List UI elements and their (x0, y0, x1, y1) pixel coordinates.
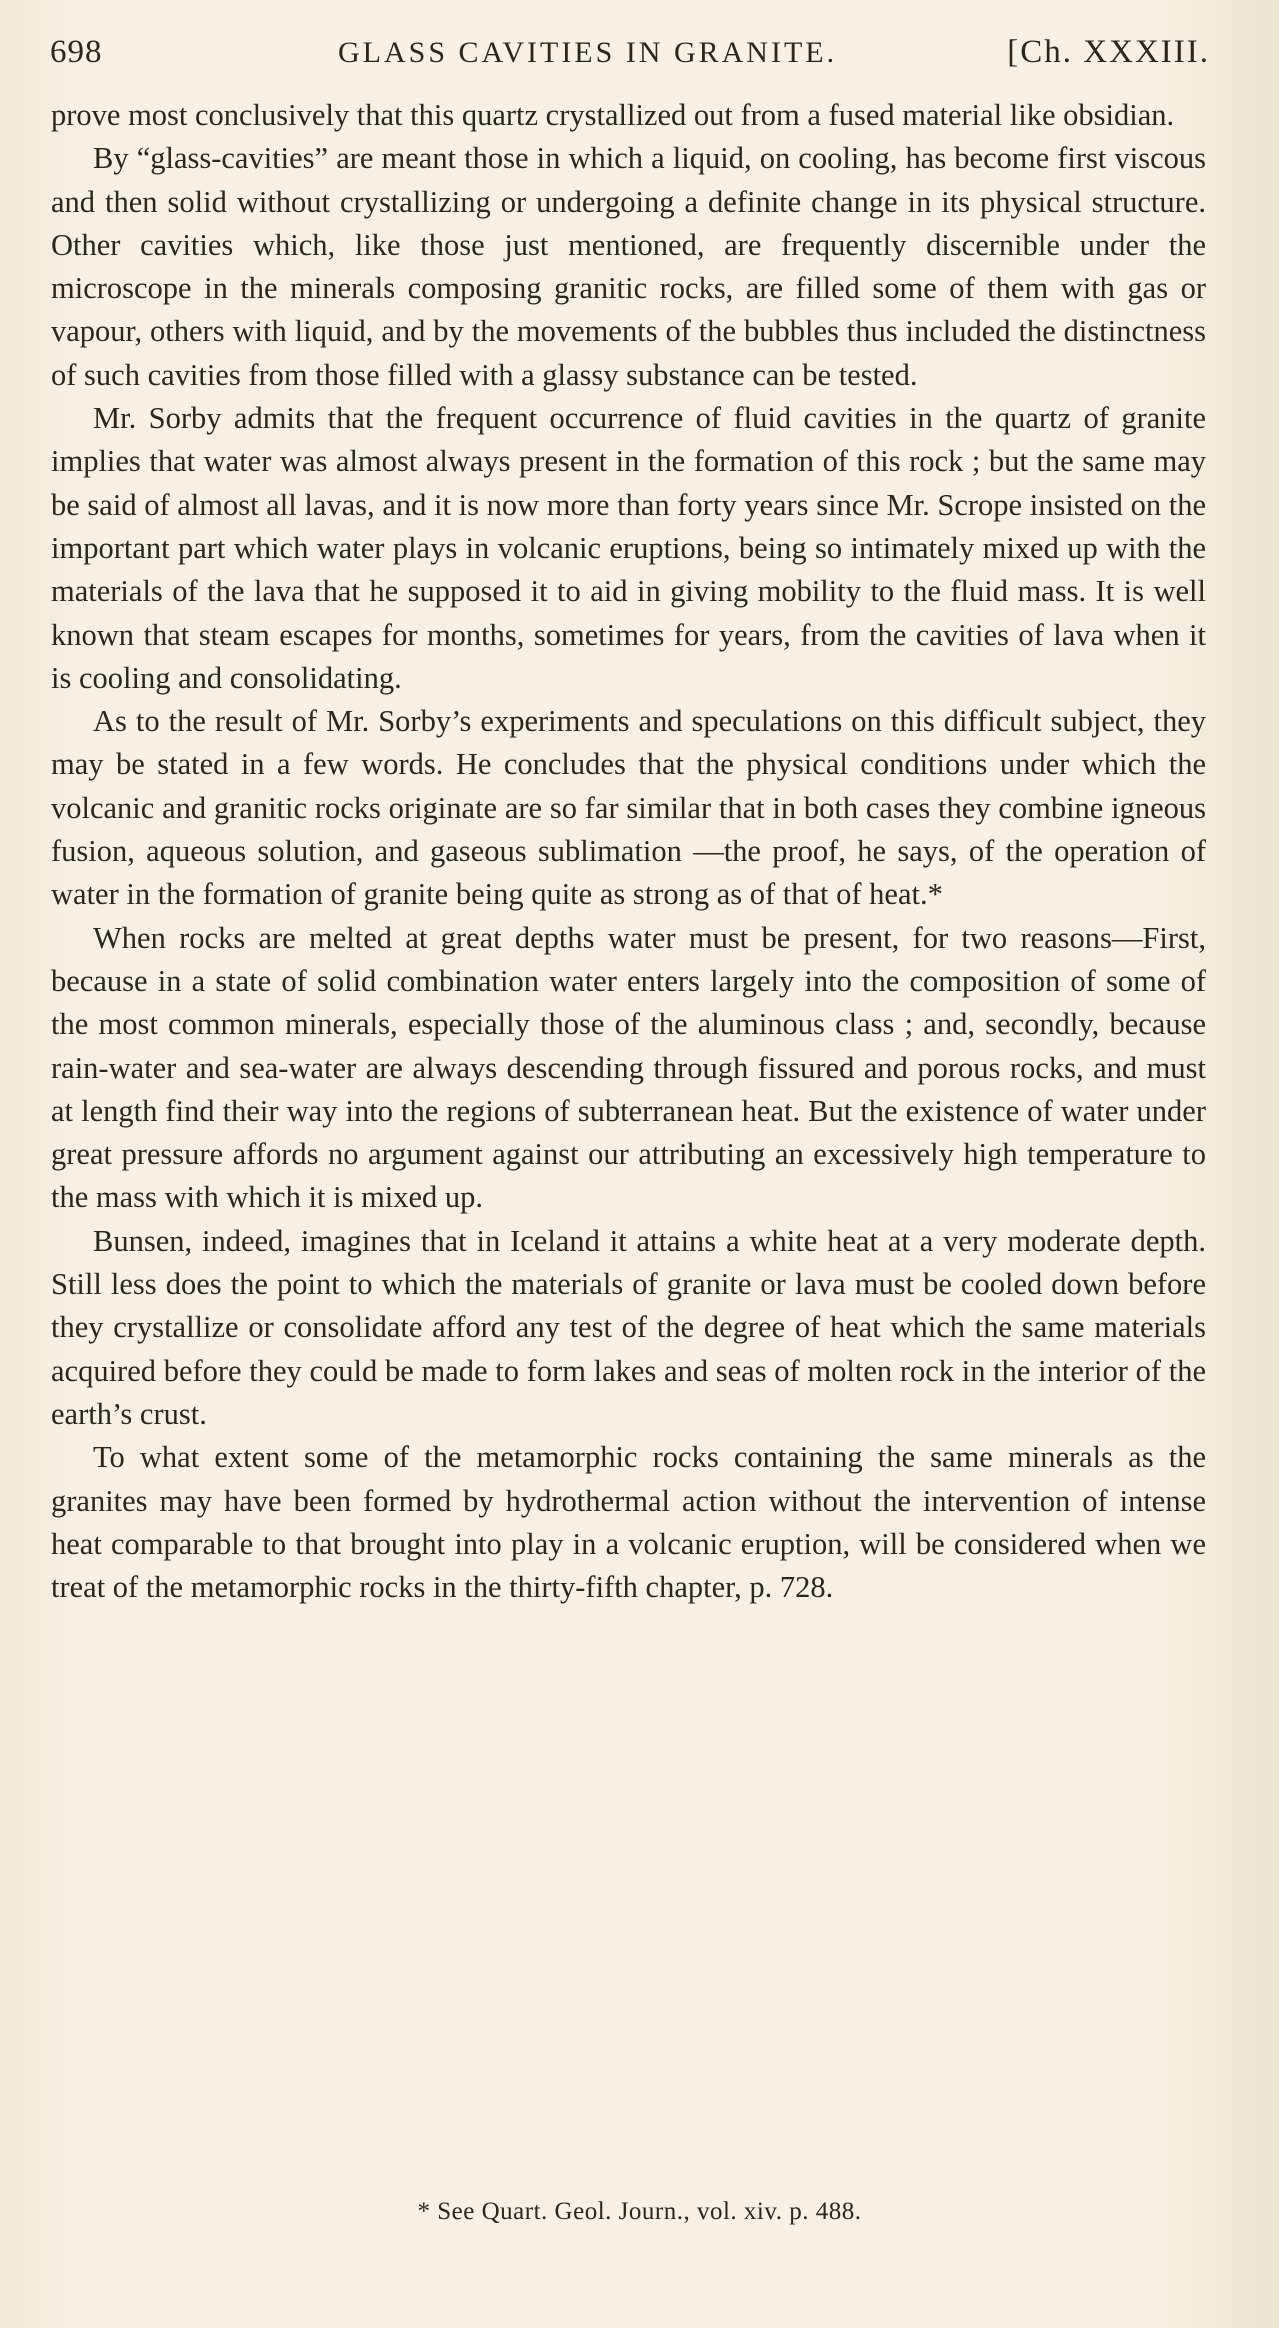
running-title: GLASS CAVITIES IN GRANITE. (338, 36, 838, 69)
paragraph-water-at-depth: When rocks are melted at great depths water must be present, for two reasons—First, because in a state of solid combination water enters largely into the composition of some of the most common minerals, especially those of the aluminous class ; and, secondly, because rain-water and sea-water are always descending through fissured and porous rocks, and must at length find their way into the regions of subterranean heat. But the existence of water under great pressure affords no argument against our attributing an excessively high temperature to the mass with which it is mixed up. (51, 920, 1206, 1215)
body-text (51, 94, 1206, 1609)
page-header (50, 34, 1210, 74)
paragraph-bunsen-iceland: Bunsen, indeed, imagines that in Iceland it attains a white heat at a very moderate depth. Still less does the point to which the materials of granite or lava must be cooled down before they crystallize or consolidate afford any test of the degree of heat which the same materials acquired before they could be made to form lakes and seas of molten rock in the interior of the earth’s crust. (51, 1223, 1206, 1431)
page-number: 698 (50, 34, 103, 70)
paragraph-continuation: prove most conclusively that this quartz crystallized out from a fused material like obsidian. (51, 98, 1175, 132)
paragraph-glass-cavities: By “glass-cavities” are meant those in which a liquid, on cooling, has become first viscous and then solid without crystallizing or undergoing a definite change in its physical structure. Other cavities which, like those just mentioned, are frequently discernible under the microscope in the minerals composing granitic rocks, are filled some of them with gas or vapour, others with liquid, and by the movements of the bubbles thus included the distinctness of such cavities from those filled with a glassy substance can be tested. (51, 141, 1206, 392)
chapter-reference: [Ch. XXXIII. (1007, 34, 1210, 70)
paragraph-sorby-fluid-cavities: Mr. Sorby admits that the frequent occurrence of fluid cavities in the quartz of granite implies that water was almost always present in the formation of this rock ; but the same may be said of almost all lavas, and it is now more than forty years since Mr. Scrope insisted on the important part which water plays in volcanic eruptions, being so intimately mixed up with the materials of the lava that he supposed it to aid in giving mobility to the fluid mass. It is well known that steam escapes for months, sometimes for years, from the cavities of lava when it is cooling and consolidating. (51, 401, 1206, 695)
paragraph-metamorphic-rocks: To what extent some of the metamorphic rocks containing the same minerals as the granites may have been formed by hydrothermal action without the intervention of intense heat comparable to that brought into play in a volcanic eruption, will be considered when we treat of the metamorphic rocks in the thirty-fifth chapter, p. 728. (51, 1440, 1206, 1605)
footnote: * See Quart. Geol. Journ., vol. xiv. p. 488. (417, 2198, 862, 2225)
paragraph-sorby-experiments: As to the result of Mr. Sorby’s experiments and speculations on this difficult subject, they may be stated in a few words. He concludes that the physical conditions under which the volcanic and granitic rocks originate are so far similar that in both cases they combine igneous fusion, aqueous solution, and gaseous sublimation —the proof, he says, of the operation of water in the formation of granite being quite as strong as of that of heat.* (51, 704, 1206, 912)
